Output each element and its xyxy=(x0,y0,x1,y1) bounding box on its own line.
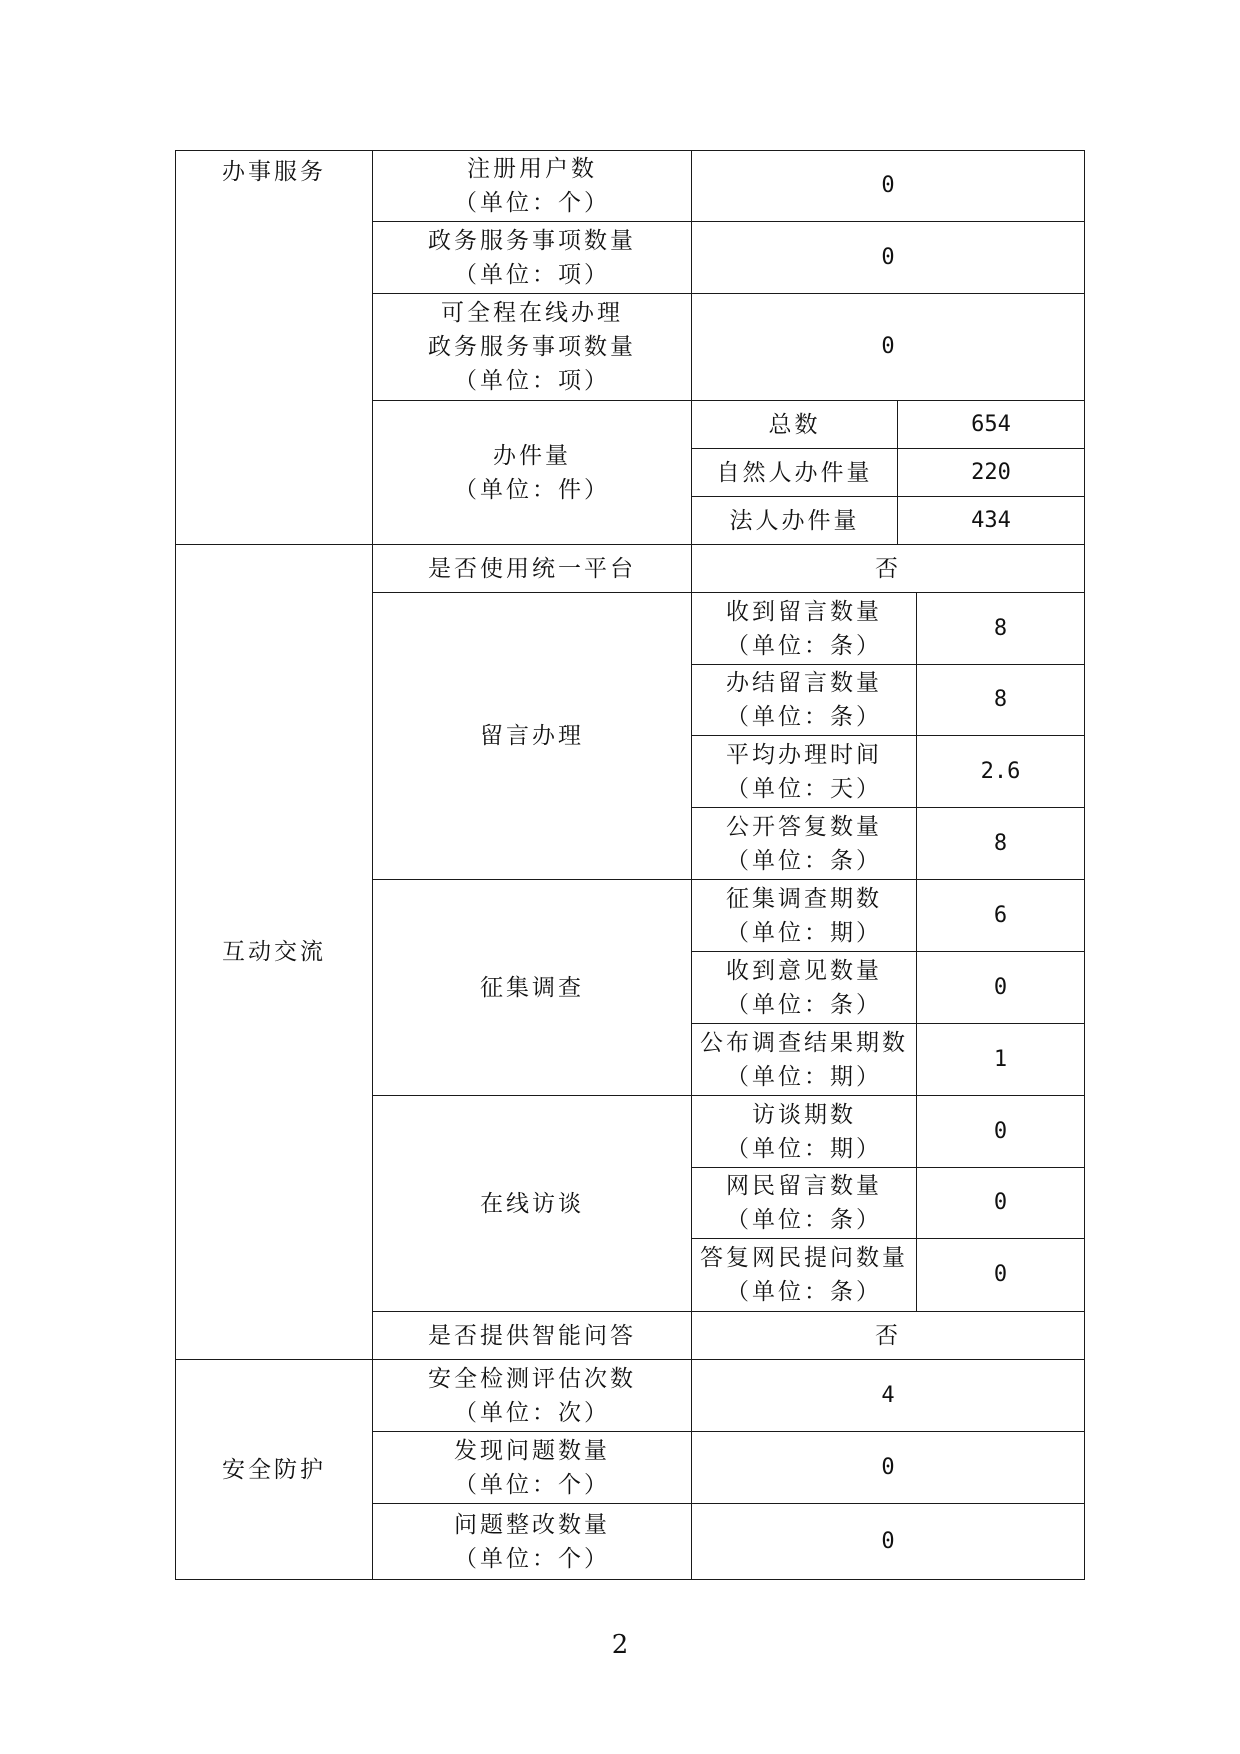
smart-qa-label: 是否提供智能问答 xyxy=(372,1311,692,1360)
online-items-label: 可全程在线办理 政务服务事项数量 （单位：项） xyxy=(372,293,692,401)
interview-messages-label: 网民留言数量 （单位：条） xyxy=(691,1167,917,1239)
statistics-table xyxy=(175,150,1085,1580)
messages-closed-label: 办结留言数量 （单位：条） xyxy=(691,664,917,736)
service-items-label: 政务服务事项数量 （单位：项） xyxy=(372,221,692,294)
section-office-service xyxy=(175,150,373,545)
assessments-label: 安全检测评估次数 （单位：次） xyxy=(372,1359,692,1432)
cases-total-label: 总数 xyxy=(691,400,898,449)
cases-label: 办件量 （单位：件） xyxy=(372,400,692,545)
assessments-value: 4 xyxy=(691,1359,1085,1432)
section-label: 互动交流 xyxy=(222,939,326,965)
cases-total-value: 654 xyxy=(897,400,1085,449)
messages-public-replies-value: 8 xyxy=(916,807,1085,880)
messages-received-value: 8 xyxy=(916,592,1085,665)
unified-platform-label: 是否使用统一平台 xyxy=(372,544,692,593)
survey-results-label: 公布调查结果期数 （单位：期） xyxy=(691,1023,917,1096)
issues-fixed-label: 问题整改数量 （单位：个） xyxy=(372,1503,692,1580)
unified-platform-value: 否 xyxy=(691,544,1085,593)
registered-users-value: 0 xyxy=(691,150,1085,222)
survey-periods-value: 6 xyxy=(916,879,1085,952)
cases-natural-value: 220 xyxy=(897,448,1085,497)
messages-avg-time-label: 平均办理时间 （单位：天） xyxy=(691,735,917,808)
section-interaction xyxy=(175,544,373,1360)
messages-group-label: 留言办理 xyxy=(372,592,692,880)
interview-group-label: 在线访谈 xyxy=(372,1095,692,1312)
cases-legal-label: 法人办件量 xyxy=(691,496,898,545)
interview-periods-label: 访谈期数 （单位：期） xyxy=(691,1095,917,1168)
service-items-value: 0 xyxy=(691,221,1085,294)
registered-users-label: 注册用户数 （单位：个） xyxy=(372,150,692,222)
section-label: 安全防护 xyxy=(222,1456,326,1483)
online-items-value: 0 xyxy=(691,293,1085,401)
survey-opinions-value: 0 xyxy=(916,951,1085,1024)
section-label: 办事服务 xyxy=(222,159,326,185)
survey-periods-label: 征集调查期数 （单位：期） xyxy=(691,879,917,952)
cases-legal-value: 434 xyxy=(897,496,1085,545)
issues-found-value: 0 xyxy=(691,1431,1085,1504)
survey-group-label: 征集调查 xyxy=(372,879,692,1096)
interview-answers-value: 0 xyxy=(916,1238,1085,1312)
survey-opinions-label: 收到意见数量 （单位：条） xyxy=(691,951,917,1024)
interview-messages-value: 0 xyxy=(916,1167,1085,1239)
section-security xyxy=(175,1359,373,1580)
messages-received-label: 收到留言数量 （单位：条） xyxy=(691,592,917,665)
cases-natural-label: 自然人办件量 xyxy=(691,448,898,497)
page-number: 2 xyxy=(611,1630,629,1660)
messages-avg-time-value: 2.6 xyxy=(916,735,1085,808)
interview-periods-value: 0 xyxy=(916,1095,1085,1168)
messages-closed-value: 8 xyxy=(916,664,1085,736)
issues-found-label: 发现问题数量 （单位：个） xyxy=(372,1431,692,1504)
messages-public-replies-label: 公开答复数量 （单位：条） xyxy=(691,807,917,880)
survey-results-value: 1 xyxy=(916,1023,1085,1096)
issues-fixed-value: 0 xyxy=(691,1503,1085,1580)
smart-qa-value: 否 xyxy=(691,1311,1085,1360)
interview-answers-label: 答复网民提问数量 （单位：条） xyxy=(691,1238,917,1312)
